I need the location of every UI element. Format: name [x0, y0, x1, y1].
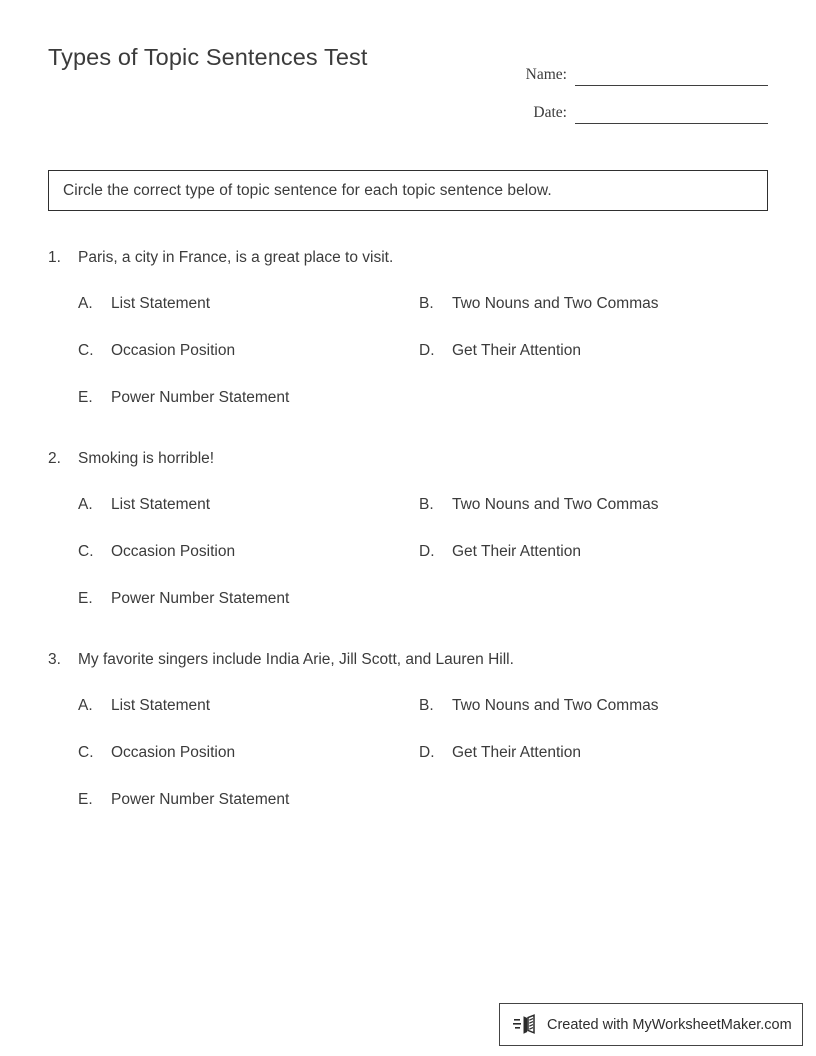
- option-row: [78, 295, 768, 342]
- option-row: [78, 342, 768, 389]
- option-label: Get Their Attention: [452, 342, 581, 359]
- worksheet-maker-logo-icon: [513, 1013, 539, 1037]
- option-letter: A.: [78, 496, 93, 513]
- student-info-fields: [516, 48, 768, 124]
- question-line: [48, 249, 768, 276]
- option-letter: A.: [78, 295, 93, 312]
- date-field-row: [516, 86, 768, 124]
- option-row: [78, 496, 768, 543]
- option-letter: B.: [419, 295, 434, 312]
- options-group: [78, 496, 768, 634]
- question-text: My favorite singers include India Arie, Jill Scott, and Lauren Hill.: [78, 651, 514, 668]
- option-label: Occasion Position: [111, 744, 236, 761]
- option-b[interactable]: [419, 697, 768, 715]
- questions-list: [48, 249, 768, 852]
- option-row: [78, 389, 768, 433]
- options-group: [78, 697, 768, 835]
- option-label: Get Their Attention: [452, 543, 581, 560]
- question-line: [48, 450, 768, 477]
- option-a[interactable]: [78, 496, 419, 514]
- option-row: [78, 744, 768, 791]
- option-label: List Statement: [111, 496, 211, 513]
- option-e[interactable]: [78, 791, 419, 809]
- footer-attribution-text: Created with MyWorksheetMaker.com: [547, 1016, 792, 1033]
- option-letter: E.: [78, 791, 93, 808]
- date-field-label: Date:: [533, 104, 567, 121]
- question-line: [48, 651, 768, 678]
- options-group: [78, 295, 768, 433]
- option-b[interactable]: [419, 295, 768, 313]
- option-label: List Statement: [111, 295, 211, 312]
- option-label: List Statement: [111, 697, 211, 714]
- question-block: [48, 450, 768, 634]
- footer-attribution-badge[interactable]: [499, 1003, 803, 1046]
- option-letter: C.: [78, 744, 94, 761]
- option-letter: C.: [78, 342, 94, 359]
- option-label: Occasion Position: [111, 543, 236, 560]
- name-field-row: [516, 48, 768, 86]
- option-d[interactable]: [419, 342, 768, 360]
- option-letter: D.: [419, 342, 435, 359]
- option-label: Get Their Attention: [452, 744, 581, 761]
- option-letter: A.: [78, 697, 93, 714]
- instruction-box: [48, 170, 768, 211]
- option-b[interactable]: [419, 496, 768, 514]
- option-letter: D.: [419, 744, 435, 761]
- name-field-label: Name:: [525, 66, 567, 83]
- option-letter: B.: [419, 697, 434, 714]
- question-text: Smoking is horrible!: [78, 450, 215, 467]
- option-letter: D.: [419, 543, 435, 560]
- worksheet-header: [48, 44, 768, 124]
- name-field-input[interactable]: [575, 65, 768, 86]
- option-e[interactable]: [78, 389, 419, 407]
- option-label: Power Number Statement: [111, 791, 290, 808]
- question-text: Paris, a city in France, is a great place to visit.: [78, 249, 394, 266]
- instruction-text: Circle the correct type of topic sentence for each topic sentence below.: [63, 181, 552, 199]
- option-letter: E.: [78, 389, 93, 406]
- option-row: [78, 791, 768, 835]
- option-row: [78, 697, 768, 744]
- option-c[interactable]: [78, 744, 419, 762]
- option-e[interactable]: [78, 590, 419, 608]
- option-row: [78, 543, 768, 590]
- option-c[interactable]: [78, 342, 419, 360]
- option-a[interactable]: [78, 295, 419, 313]
- question-number: 2.: [48, 450, 61, 467]
- question-block: [48, 249, 768, 433]
- option-d[interactable]: [419, 543, 768, 561]
- question-number: 3.: [48, 651, 61, 668]
- option-label: Power Number Statement: [111, 389, 290, 406]
- option-c[interactable]: [78, 543, 419, 561]
- option-letter: C.: [78, 543, 94, 560]
- question-block: [48, 651, 768, 835]
- question-number: 1.: [48, 249, 61, 266]
- page-title: Types of Topic Sentences Test: [48, 44, 368, 70]
- option-label: Power Number Statement: [111, 590, 290, 607]
- date-field-input[interactable]: [575, 103, 768, 124]
- option-letter: B.: [419, 496, 434, 513]
- option-label: Two Nouns and Two Commas: [452, 295, 659, 312]
- option-label: Occasion Position: [111, 342, 236, 359]
- option-row: [78, 590, 768, 634]
- option-label: Two Nouns and Two Commas: [452, 697, 659, 714]
- option-label: Two Nouns and Two Commas: [452, 496, 659, 513]
- option-d[interactable]: [419, 744, 768, 762]
- option-letter: E.: [78, 590, 93, 607]
- option-a[interactable]: [78, 697, 419, 715]
